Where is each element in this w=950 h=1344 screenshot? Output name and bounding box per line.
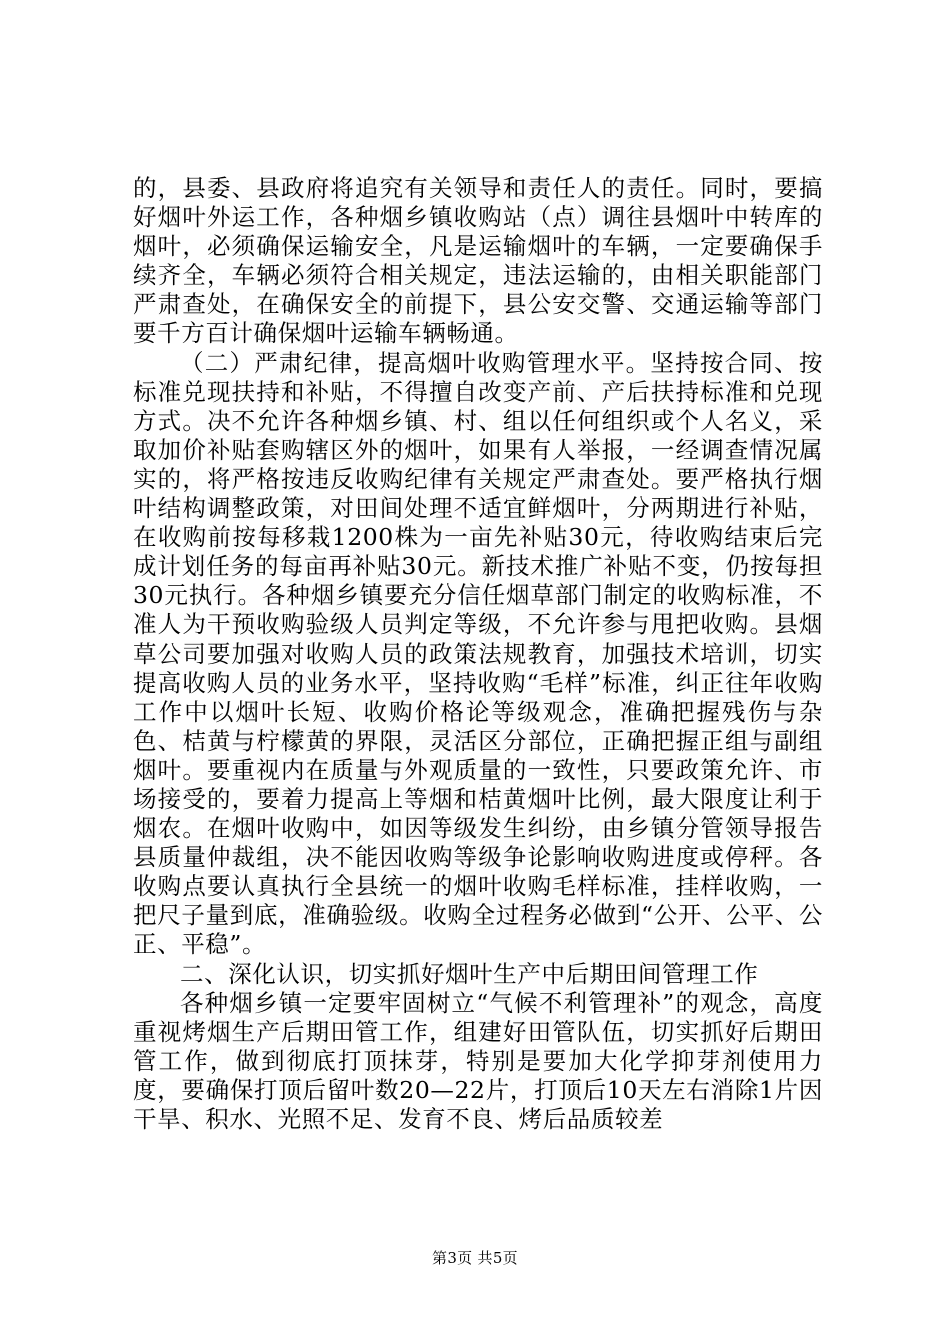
section-heading: 二、深化认识，切实抓好烟叶生产中后期田间管理工作 <box>180 959 759 988</box>
paragraph-continuation: 的，县委、县政府将追究有关领导和责任人的责任。同时，要搞好烟叶外运工作，各种烟乡镇收购站（点）调往县烟叶中转库的烟叶，必须确保运输安全，凡是运输烟叶的车辆，一定要确保手续齐全，车辆必须符合相关规定，违法运输的，由相关职能部门严肃查处，在确保安全的前提下，县公安交警、交通运输等部门要千方百计确保烟叶运输车辆畅通。 <box>133 174 823 348</box>
paragraph-discipline: （二）严肃纪律，提高烟叶收购管理水平。坚持按合同、按标准兑现扶持和补贴，不得擅自改变产前、产后扶持标准和兑现方式。决不允许各种烟乡镇、村、组以任何组织或个人名义，采取加价补贴套购辖区外的烟叶，如果有人举报，一经调查情况属实的，将严格按违反收购纪律有关规定严肃查处。要严格执行烟叶结构调整政策，对田间处理不适宜鲜烟叶，分两期进行补贴，在收购前按每移栽1200株为一亩先补贴30元，待收购结束后完成计划任务的每亩再补贴30元。新技术推广补贴不变，仍按每担30元执行。各种烟乡镇要充分信任烟草部门制定的收购标准，不准人为干预收购验级人员判定等级，不允许参与甩把收购。县烟草公司要加强对收购人员的政策法规教育，加强技术培训，切实提高收购人员的业务水平，坚持收购“毛样”标准，纠正往年收购工作中以烟叶长短、收购价格论等级观念，准确把握残伤与杂色、桔黄与柠檬黄的界限，灵活区分部位，正确把握正组与副组烟叶。要重视内在质量与外观质量的一致性，只要政策允许、市场接受的，要着力提高上等烟和桔黄烟叶比例，最大限度让利于烟农。在烟叶收购中，如因等级发生纠纷，由乡镇分管领导报告县质量仲裁组，决不能因收购等级争论影响收购进度或停秤。各收购点要认真执行全县统一的烟叶收购毛样标准，挂样收购，一把尺子量到底，准确验级。收购全过程务必做到“公开、公平、公正、平稳”。 <box>133 348 823 959</box>
document-body <box>133 174 823 1134</box>
page-footer: 第3页 共5页 <box>432 1249 518 1267</box>
paragraph-field-management: 各种烟乡镇一定要牢固树立“气候不利管理补”的观念，高度重视烤烟生产后期田管工作，组建好田管队伍，切实抓好后期田管工作，做到彻底打顶抹芽，特别是要加大化学抑芽剂使用力度，要确保打顶后留叶数20—22片，打顶后10天左右消除1片因干旱、积水、光照不足、发育不良、烤后品质较差 <box>133 988 823 1133</box>
